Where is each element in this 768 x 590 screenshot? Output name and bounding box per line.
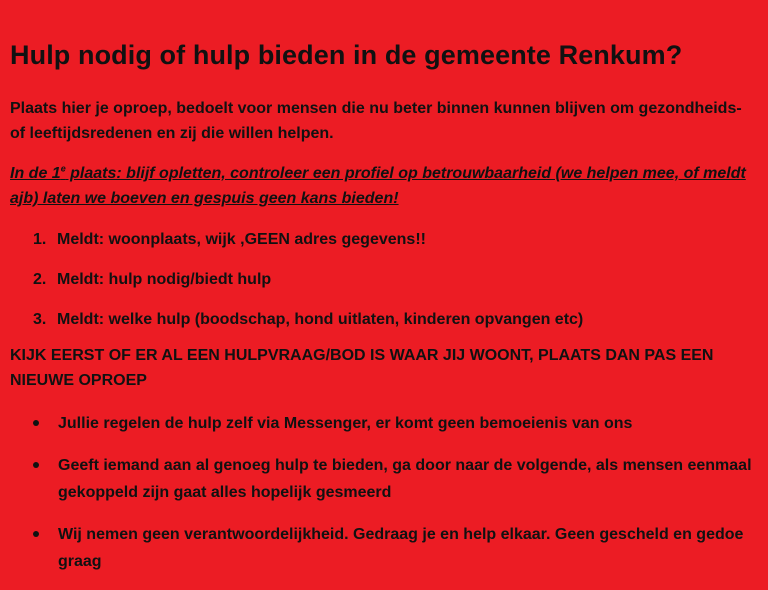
step-number: 1.: [33, 231, 47, 248]
list-item: [10, 452, 760, 506]
list-item: [10, 521, 760, 575]
rule-text: Jullie regelen de hulp zelf via Messenger, er komt geen bemoeienis van ons: [58, 415, 633, 432]
step-text: Meldt: hulp nodig/biedt hulp: [57, 271, 272, 288]
bullet-icon: [33, 531, 39, 537]
step-number: 2.: [33, 271, 47, 288]
warning-paragraph: [10, 161, 750, 211]
warning-prefix: In de 1: [10, 165, 61, 182]
step-number: 3.: [33, 311, 47, 328]
page-title: Hulp nodig of hulp bieden in de gemeente Renkum?: [10, 40, 683, 70]
bullet-icon: [33, 462, 39, 468]
step-text: Meldt: welke hulp (boodschap, hond uitlaten, kinderen opvangen etc): [57, 311, 584, 328]
intro-paragraph: Plaats hier je oproep, bedoelt voor mensen die nu beter binnen kunnen blijven om gezondheids- of leeftijdsredenen en zij die willen helpen.: [10, 100, 742, 142]
rule-text: Geeft iemand aan al genoeg hulp te bieden, ga door naar de volgende, als mensen eenmaal gekoppeld zijn gaat alles hopelijk gesmeerd: [58, 457, 752, 501]
rule-text: Wij nemen geen verantwoordelijkheid. Gedraag je en help elkaar. Geen gescheld en gedoe graag: [58, 526, 744, 570]
notice-paragraph: KIJK EERST OF ER AL EEN HULPVRAAG/BOD IS WAAR JIJ WOONT, PLAATS DAN PAS EEN NIEUWE OPROEP: [10, 347, 714, 389]
step-text: Meldt: woonplaats, wijk ,GEEN adres gegevens!!: [57, 231, 426, 248]
rules-list: [10, 410, 760, 590]
bullet-icon: [33, 420, 39, 426]
warning-text: plaats: blijf opletten, controleer een profiel op betrouwbaarheid (we helpen mee, of meldt ajb) laten we boeven en gespuis geen kans bieden!: [10, 165, 746, 207]
warning-superscript: e: [60, 163, 66, 174]
list-item: [10, 410, 760, 437]
